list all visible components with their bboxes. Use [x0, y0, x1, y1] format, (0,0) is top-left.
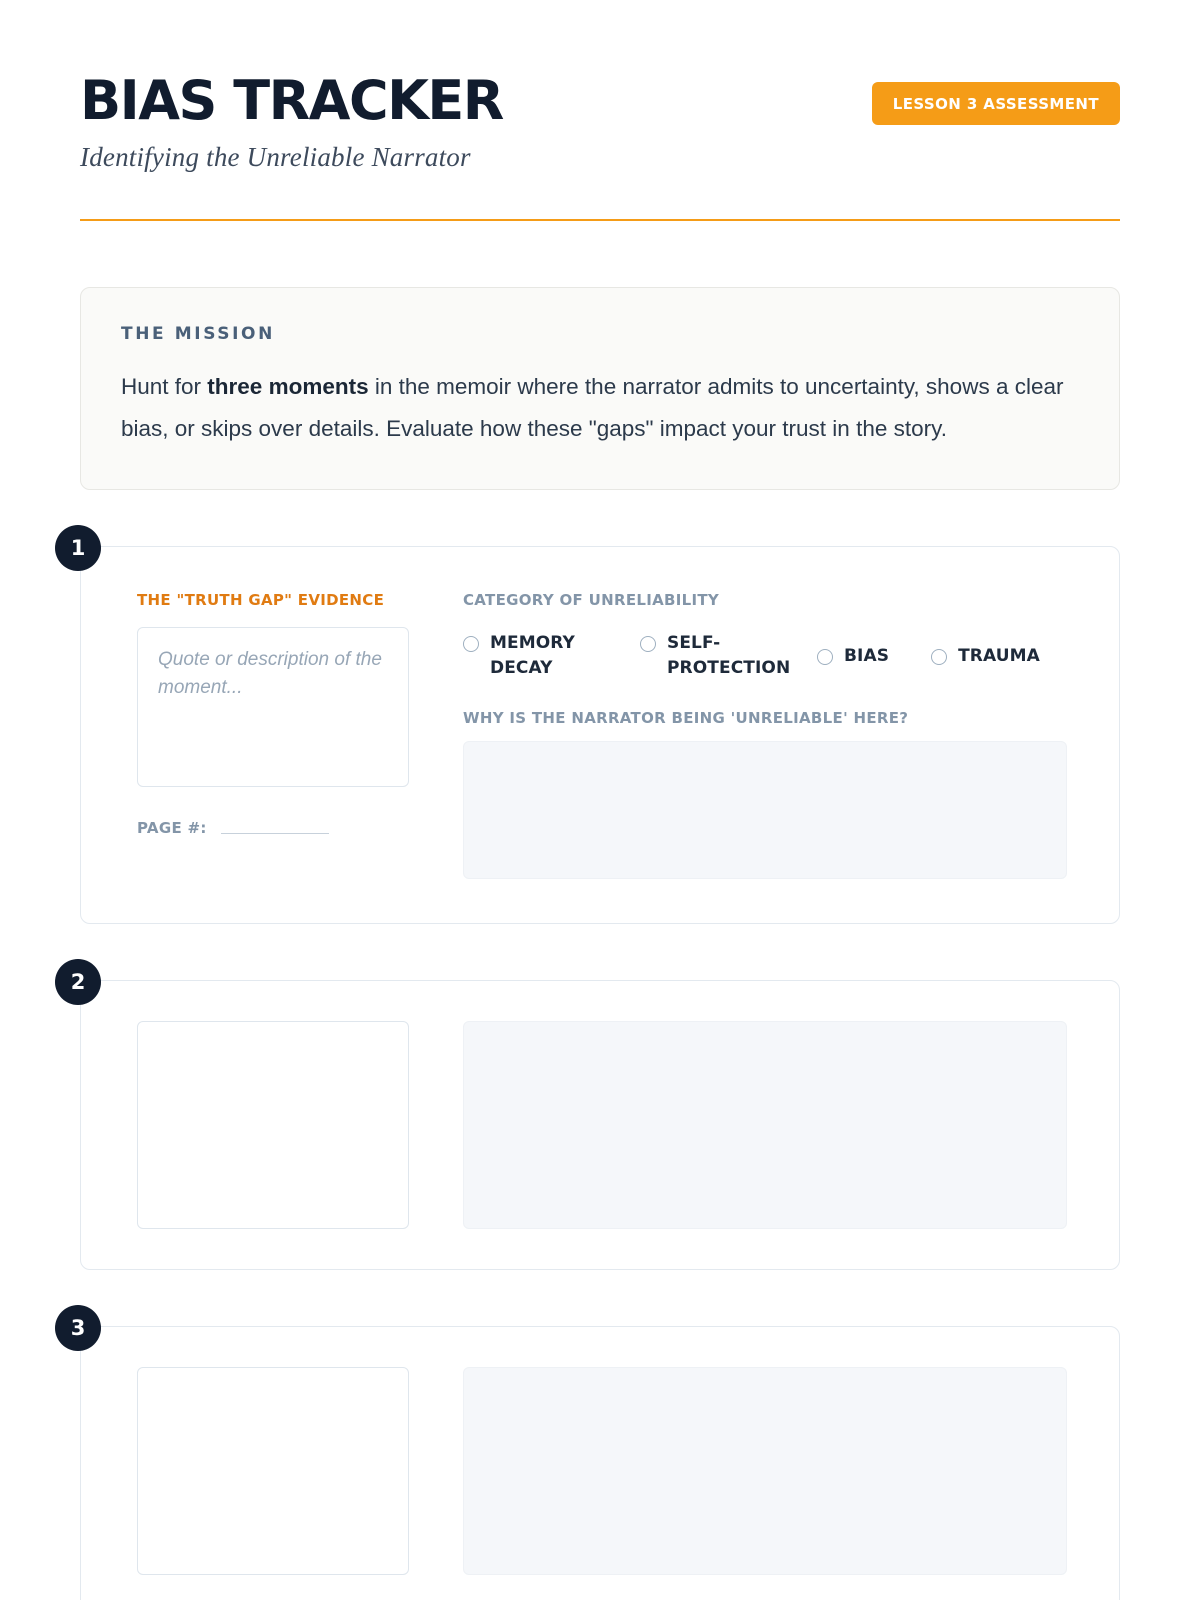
why-input-2[interactable]: [463, 1021, 1067, 1229]
entry-number-badge-3: 3: [55, 1305, 101, 1351]
header-divider: [80, 219, 1120, 221]
page-number-label-1: PAGE #:: [137, 819, 207, 838]
category-option-label: SELF-PROTECTION: [667, 633, 791, 678]
category-option-label: TRAUMA: [958, 645, 1040, 666]
entry-number-badge-1: 1: [55, 525, 101, 571]
entry-1: [70, 536, 1120, 923]
evidence-input-3[interactable]: [137, 1367, 409, 1575]
category-option-memory-decay[interactable]: [463, 631, 598, 680]
entry-2: [70, 969, 1120, 1270]
radio-icon[interactable]: [817, 649, 833, 665]
why-input-3[interactable]: [463, 1367, 1067, 1575]
evidence-label-1: THE "TRUTH GAP" EVIDENCE: [137, 591, 385, 610]
evidence-input-2[interactable]: [137, 1021, 409, 1229]
evidence-input-1[interactable]: [137, 627, 409, 787]
category-label-1: CATEGORY OF UNRELIABILITY: [463, 591, 720, 610]
radio-icon[interactable]: [931, 649, 947, 665]
radio-icon[interactable]: [640, 636, 656, 652]
mission-label: THE MISSION: [121, 324, 275, 344]
category-option-label: MEMORY DECAY: [490, 633, 575, 678]
category-option-trauma[interactable]: [931, 644, 1040, 669]
evidence-placeholder-1: Quote or description of the moment...: [158, 649, 382, 698]
page-number-input-1[interactable]: [221, 833, 329, 834]
why-input-1[interactable]: [463, 741, 1067, 879]
mission-card: [80, 287, 1120, 490]
mission-text-part2: in the memoir where the narrator admits to uncertainty, shows a clear bias, or skips over details. Evaluate how these "gaps" impact your trust in the story.: [121, 374, 1064, 441]
category-options-1: [463, 631, 1067, 680]
entry-3: [70, 1315, 1120, 1600]
why-label-1: WHY IS THE NARRATOR BEING 'UNRELIABLE' HERE?: [463, 708, 909, 727]
mission-text-part1: Hunt for: [121, 374, 208, 399]
page-number-row-1: [137, 819, 409, 839]
category-option-bias[interactable]: [817, 644, 889, 669]
radio-icon[interactable]: [463, 636, 479, 652]
category-option-self-protection[interactable]: [640, 631, 791, 680]
page-title: BIAS TRACKER: [80, 69, 503, 132]
category-option-label: BIAS: [844, 645, 890, 666]
mission-text-emphasis: three moments: [207, 374, 369, 399]
mission-text: [121, 366, 1079, 449]
entry-number-badge-2: 2: [55, 959, 101, 1005]
status-badge: LESSON 3 ASSESSMENT: [872, 82, 1120, 125]
page-header: [80, 0, 1120, 221]
page-subtitle: Identifying the Unreliable Narrator: [80, 142, 471, 172]
